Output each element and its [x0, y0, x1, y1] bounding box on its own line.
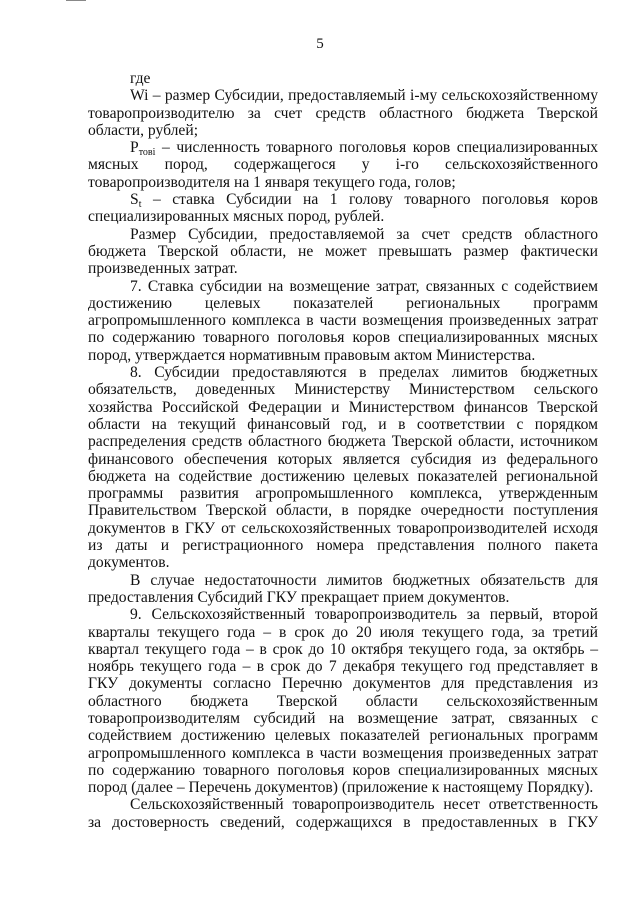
paragraph-st-definition	[88, 191, 598, 226]
paragraph-wi-definition: Wi – размер Субсидии, предоставляемый i-му сельскохозяйственному товаропроизводителю за счет средств областного бюджета Тверской области, рублей;	[88, 87, 598, 139]
paragraph-item-8: 8. Субсидии предоставляются в пределах лимитов бюджетных обязательств, доведенных Министерству Министерством сельского хозяйства Российской Федерации и Министерством финансов Тверской области на текущий финансовый год, и в соответствии с порядком распределения средств областного бюджета Тверской области, источником финансового обеспечения которых является субсидия из федерального бюджета на содействие достижению целевых показателей региональной программы развития агропромышленного комплекса, утвержденным Правительством Тверской области, в порядке очередности поступления документов в ГКУ от сельскохозяйственных товаропроизводителей исходя из даты и регистрационного номера представления полного пакета документов.	[88, 364, 598, 572]
symbol-p: P	[130, 139, 139, 157]
paragraph-responsibility: Сельскохозяйственный товаропроизводитель несет ответственность за достоверность сведений, содержащихся в предоставленных в ГКУ	[88, 796, 598, 831]
page-number: 5	[316, 36, 324, 52]
symbol-s: S	[130, 191, 139, 209]
paragraph-subsidy-limit: Размер Субсидии, предоставляемой за счет средств областного бюджета Тверской области, не может превышать размер фактически произведенных затрат.	[88, 225, 598, 278]
st-text: – ставка Субсидии на 1 голову товарного поголовья коров специализированных мясных пород, рублей.	[88, 191, 598, 226]
paragraph-ptovi-definition	[88, 139, 598, 191]
paragraph-item-7: 7. Ставка субсидии на возмещение затрат, связанных с содействием достижению целевых показателей региональных программ агропромышленного комплекса в части возмещения произведенных затрат по содержанию товарного поголовья коров специализированных мясных пород, утверждается нормативным правовым актом Министерства.	[88, 277, 598, 364]
paragraph-where: где	[130, 70, 151, 87]
document-body	[88, 70, 598, 831]
top-rule	[66, 0, 86, 1]
symbol-p-subscript: тові	[138, 147, 156, 159]
paragraph-insufficient-limits: В случае недостаточности лимитов бюджетных обязательств для предоставления Субсидий ГКУ прекращает прием документов.	[88, 571, 598, 606]
ptovi-text: – численность товарного поголовья коров специализированных мясных пород, содержащегося у i-го сельскохозяйственного товаропроизводителя на 1 января текущего года, голов;	[88, 139, 598, 191]
symbol-s-subscript: t	[138, 199, 142, 211]
paragraph-item-9: 9. Сельскохозяйственный товаропроизводитель за первый, второй кварталы текущего года – в срок до 20 июля текущего года, за третий квартал текущего года – в срок до 10 октября текущего года, за октябрь – ноябрь текущего года – в срок до 7 декабря текущего год представляет в ГКУ документы согласно Перечню документов для представления из областного бюджета Тверской области сельскохозяйственным товаропроизводителям субсидий на возмещение затрат, связанных с содействием достижению целевых показателей региональных программ агропромышленного комплекса в части возмещения произведенных затрат по содержанию товарного поголовья коров специализированных мясных пород (далее – Перечень документов) (приложение к настоящему Порядку).	[88, 606, 598, 797]
